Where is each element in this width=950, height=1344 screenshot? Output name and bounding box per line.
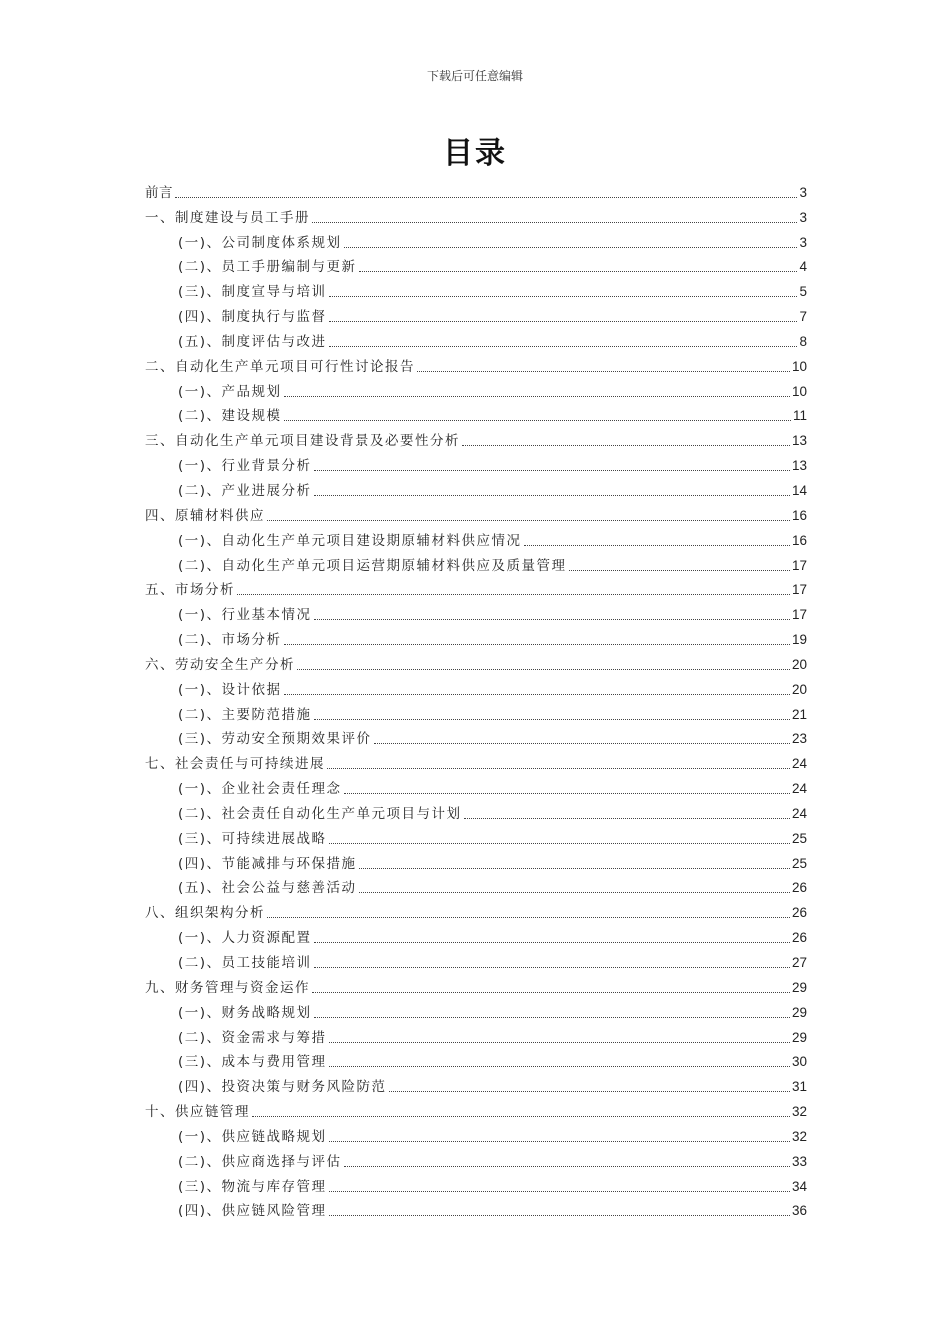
toc-entry-page: 26 — [791, 930, 807, 946]
toc-entry-text: (二)、产业进展分析 — [178, 482, 312, 499]
toc-entry-page: 23 — [791, 731, 807, 747]
toc-entry[interactable] — [145, 921, 807, 946]
toc-entry-text: (二)、供应商选择与评估 — [178, 1153, 342, 1170]
toc-leader-dots — [314, 967, 790, 968]
toc-entry-page: 4 — [799, 259, 807, 275]
toc-entry[interactable] — [145, 1095, 807, 1120]
toc-entry-page: 27 — [791, 955, 807, 970]
toc-entry-page: 25 — [791, 830, 807, 846]
toc-entry-text: (四)、制度执行与监督 — [178, 309, 327, 326]
toc-entry[interactable] — [145, 226, 807, 251]
toc-entry-text: (二)、主要防范措施 — [178, 706, 312, 723]
toc-entry-text: 三、自动化生产单元项目建设背景及必要性分析 — [145, 433, 460, 450]
toc-entry[interactable] — [145, 424, 807, 449]
toc-entry-text: (一)、企业社会责任理念 — [178, 781, 342, 798]
toc-entry-text: (一)、人力资源配置 — [178, 930, 312, 947]
toc-entry-page: 3 — [799, 184, 807, 200]
toc-entry-page: 20 — [791, 681, 807, 697]
toc-leader-dots — [314, 470, 790, 471]
toc-leader-dots — [312, 992, 790, 993]
toc-entry-page: 33 — [791, 1153, 807, 1169]
toc-entry-text: (四)、投资决策与财务风险防范 — [178, 1079, 387, 1096]
toc-entry[interactable] — [145, 524, 807, 549]
toc-entry-text: (二)、员工手册编制与更新 — [178, 259, 357, 276]
toc-entry-page: 3 — [799, 209, 807, 225]
toc-entry-text: 五、市场分析 — [145, 582, 235, 599]
toc-entry[interactable] — [145, 400, 807, 425]
toc-entry[interactable] — [145, 375, 807, 400]
toc-entry-text: (二)、员工技能培训 — [178, 955, 312, 971]
toc-entry[interactable] — [145, 449, 807, 474]
toc-entry-text: (三)、成本与费用管理 — [178, 1054, 327, 1071]
toc-leader-dots — [344, 1166, 790, 1167]
toc-entry[interactable] — [145, 648, 807, 673]
toc-leader-dots — [237, 594, 790, 595]
toc-entry-text: 二、自动化生产单元项目可行性讨论报告 — [145, 358, 415, 375]
toc-title: 目录 — [443, 136, 507, 171]
toc-entry[interactable] — [145, 797, 807, 822]
toc-entry-page: 19 — [791, 632, 807, 648]
page-header-note: 下载后可任意编辑 — [426, 69, 523, 83]
toc-entry-text: (一)、公司制度体系规划 — [178, 234, 342, 251]
toc-entry-text: 七、社会责任与可持续进展 — [145, 756, 325, 773]
toc-entry-page: 7 — [799, 309, 807, 325]
toc-leader-dots — [314, 942, 790, 943]
toc-entry[interactable] — [145, 1021, 807, 1046]
toc-leader-dots — [329, 296, 798, 297]
toc-entry-text: 四、原辅材料供应 — [145, 507, 265, 524]
toc-leader-dots — [329, 1215, 790, 1216]
toc-leader-dots — [524, 545, 790, 546]
toc-leader-dots — [359, 271, 798, 272]
toc-leader-dots — [314, 619, 790, 620]
toc-entry[interactable] — [145, 1046, 807, 1071]
toc-entry-text: 六、劳动安全生产分析 — [145, 656, 295, 673]
toc-entry-text: (二)、社会责任自动化生产单元项目与计划 — [178, 805, 462, 822]
toc-entry-page: 17 — [791, 607, 807, 623]
toc-leader-dots — [462, 445, 790, 446]
toc-leader-dots — [329, 1066, 790, 1067]
toc-entry-page: 20 — [791, 656, 807, 672]
toc-entry-page: 17 — [791, 582, 807, 598]
toc-leader-dots — [314, 719, 790, 720]
toc-leader-dots — [344, 247, 798, 248]
toc-leader-dots — [314, 1017, 790, 1018]
toc-entry-page: 10 — [791, 358, 807, 374]
toc-entry-page: 29 — [791, 1004, 807, 1020]
toc-entry-page: 24 — [791, 805, 807, 821]
toc-entry[interactable] — [145, 275, 807, 300]
toc-entry[interactable] — [145, 1145, 807, 1170]
toc-entry-text: (一)、供应链战略规划 — [178, 1128, 327, 1145]
toc-entry-text: (一)、财务战略规划 — [178, 1004, 312, 1021]
toc-entry[interactable] — [145, 474, 807, 499]
toc-entry-page: 34 — [791, 1178, 807, 1194]
toc-leader-dots — [329, 346, 798, 347]
toc-list — [145, 176, 807, 1219]
toc-entry-text: (二)、建设规模 — [178, 408, 282, 425]
toc-entry[interactable] — [145, 499, 807, 524]
toc-entry-text: 十、供应链管理 — [145, 1104, 250, 1121]
toc-entry-text: (三)、劳动安全预期效果评价 — [178, 731, 372, 748]
toc-entry[interactable] — [145, 946, 807, 971]
toc-entry-text: (三)、物流与库存管理 — [178, 1178, 327, 1195]
toc-leader-dots — [359, 868, 790, 869]
toc-entry-text: (四)、节能减排与环保措施 — [178, 855, 357, 872]
toc-entry-page: 32 — [791, 1104, 807, 1120]
toc-entry-page: 32 — [791, 1128, 807, 1144]
toc-leader-dots — [284, 420, 791, 421]
toc-leader-dots — [284, 694, 790, 695]
toc-entry-page: 17 — [791, 557, 807, 573]
toc-entry-text: (二)、资金需求与筹措 — [178, 1029, 327, 1046]
toc-entry[interactable] — [145, 673, 807, 698]
toc-entry[interactable] — [145, 1070, 807, 1095]
toc-entry-text: (一)、行业基本情况 — [178, 607, 312, 624]
toc-leader-dots — [312, 222, 797, 223]
toc-entry[interactable] — [145, 1195, 807, 1220]
toc-entry-text: (五)、制度评估与改进 — [178, 333, 327, 350]
toc-entry-page: 26 — [791, 905, 807, 921]
toc-entry-text: (二)、市场分析 — [178, 632, 282, 649]
toc-entry-text: (一)、产品规划 — [178, 383, 282, 400]
toc-entry-page: 13 — [791, 458, 807, 474]
toc-entry-page: 16 — [791, 532, 807, 548]
toc-leader-dots — [329, 1042, 790, 1043]
toc-leader-dots — [267, 520, 790, 521]
toc-entry[interactable] — [145, 325, 807, 350]
toc-entry-page: 14 — [791, 482, 807, 498]
toc-leader-dots — [569, 570, 790, 571]
toc-entry[interactable] — [145, 772, 807, 797]
toc-leader-dots — [329, 843, 790, 844]
toc-entry-text: (五)、社会公益与慈善活动 — [178, 880, 357, 897]
toc-leader-dots — [175, 197, 797, 198]
toc-entry-page: 36 — [791, 1203, 807, 1219]
toc-leader-dots — [359, 892, 790, 893]
toc-entry[interactable] — [145, 1120, 807, 1145]
toc-entry-text: (三)、制度宣导与培训 — [178, 284, 327, 301]
toc-entry-page: 29 — [791, 1029, 807, 1045]
toc-entry[interactable] — [145, 300, 807, 325]
toc-entry[interactable] — [145, 996, 807, 1021]
toc-entry[interactable] — [145, 176, 807, 201]
toc-entry-page: 11 — [792, 408, 807, 424]
toc-entry-page: 21 — [791, 706, 807, 722]
toc-leader-dots — [344, 793, 790, 794]
toc-entry-text: (三)、可持续进展战略 — [178, 830, 327, 847]
toc-entry[interactable] — [145, 549, 807, 574]
toc-entry[interactable] — [145, 201, 807, 226]
toc-entry-page: 10 — [791, 383, 807, 399]
toc-entry[interactable] — [145, 698, 807, 723]
toc-entry-page: 5 — [799, 284, 807, 300]
toc-entry-page: 24 — [791, 756, 807, 772]
toc-entry[interactable] — [145, 574, 807, 599]
toc-leader-dots — [374, 743, 790, 744]
toc-leader-dots — [267, 917, 790, 918]
toc-entry-text: (二)、自动化生产单元项目运营期原辅材料供应及质量管理 — [178, 557, 567, 574]
toc-leader-dots — [389, 1091, 790, 1092]
toc-leader-dots — [329, 1191, 790, 1192]
toc-leader-dots — [329, 1141, 790, 1142]
toc-entry-text: 九、财务管理与资金运作 — [145, 979, 310, 996]
toc-entry-text: (一)、设计依据 — [178, 681, 282, 698]
toc-leader-dots — [297, 669, 790, 670]
toc-entry-text: 一、制度建设与员工手册 — [145, 209, 310, 226]
toc-leader-dots — [464, 818, 790, 819]
toc-entry[interactable] — [145, 251, 807, 276]
toc-entry[interactable] — [145, 896, 807, 921]
toc-leader-dots — [252, 1116, 790, 1117]
toc-leader-dots — [417, 371, 790, 372]
toc-entry[interactable] — [145, 872, 807, 897]
toc-leader-dots — [327, 768, 790, 769]
toc-entry-page: 26 — [791, 880, 807, 896]
toc-entry-page: 8 — [799, 333, 807, 349]
toc-entry-page: 29 — [791, 979, 807, 995]
toc-leader-dots — [314, 495, 790, 496]
toc-entry-text: (一)、行业背景分析 — [178, 458, 312, 475]
toc-entry[interactable] — [145, 1170, 807, 1195]
toc-entry-text: (一)、自动化生产单元项目建设期原辅材料供应情况 — [178, 532, 522, 549]
toc-entry-page: 31 — [791, 1079, 807, 1095]
toc-entry[interactable] — [145, 723, 807, 748]
toc-entry-text: 八、组织架构分析 — [145, 905, 265, 922]
toc-entry[interactable] — [145, 623, 807, 648]
toc-leader-dots — [284, 396, 790, 397]
toc-entry-page: 24 — [791, 781, 807, 797]
toc-entry[interactable] — [145, 350, 807, 375]
toc-entry[interactable] — [145, 847, 807, 872]
toc-entry-page: 30 — [791, 1054, 807, 1070]
toc-entry-text: (四)、供应链风险管理 — [178, 1203, 327, 1220]
toc-entry-page: 16 — [791, 507, 807, 523]
toc-entry-page: 3 — [799, 234, 807, 250]
toc-entry[interactable] — [145, 822, 807, 847]
toc-leader-dots — [284, 644, 790, 645]
toc-leader-dots — [329, 321, 798, 322]
toc-entry-page: 25 — [791, 855, 807, 871]
toc-entry[interactable] — [145, 747, 807, 772]
toc-entry-page: 13 — [791, 433, 807, 449]
toc-entry[interactable] — [145, 598, 807, 623]
toc-entry[interactable] — [145, 971, 807, 996]
toc-entry-text: 前言 — [145, 184, 173, 201]
